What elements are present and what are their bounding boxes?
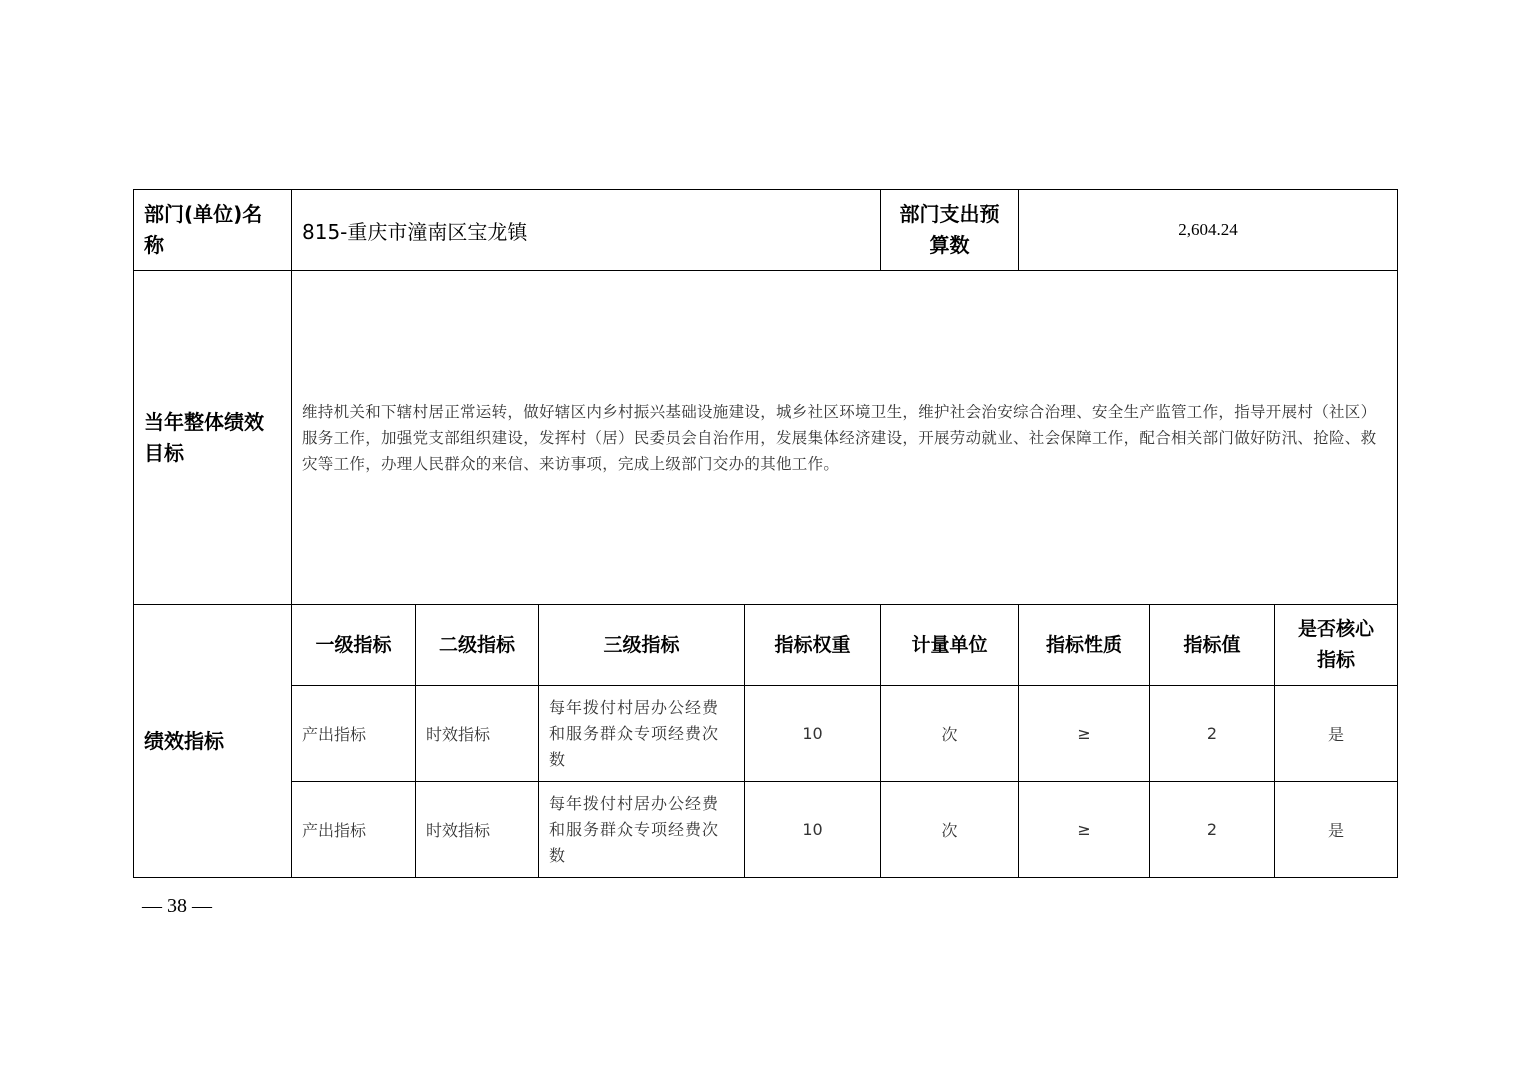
row1-unit: 次 (881, 686, 1019, 782)
col-level3: 三级指标 (539, 605, 745, 686)
goal-label: 当年整体绩效目标 (134, 271, 292, 605)
row2-level2: 时效指标 (416, 782, 539, 878)
col-value: 指标值 (1150, 605, 1275, 686)
row2-level3: 每年拨付村居办公经费和服务群众专项经费次数 (539, 782, 745, 878)
row1-core: 是 (1275, 686, 1398, 782)
dept-name: 815-重庆市潼南区宝龙镇 (292, 190, 881, 271)
col-level1: 一级指标 (292, 605, 416, 686)
row2-nature: ≥ (1019, 782, 1150, 878)
budget-label (881, 190, 1019, 271)
goal-text: 维持机关和下辖村居正常运转，做好辖区内乡村振兴基础设施建设，城乡社区环境卫生，维护社会治安综合治理、安全生产监管工作，指导开展村（社区）服务工作，加强党支部组织建设，发挥村（居）民委员会自治作用，发展集体经济建设，开展劳动就业、社会保障工作，配合相关部门做好防汛、抢险、救灾等工作，办理人民群众的来信、来访事项，完成上级部门交办的其他工作。 (292, 271, 1398, 605)
row1-level2: 时效指标 (416, 686, 539, 782)
budget-label-text: 部门支出预算数 (899, 202, 1000, 257)
col-unit: 计量单位 (881, 605, 1019, 686)
indicator-header-row (134, 605, 1398, 686)
goal-row (134, 271, 1398, 605)
table-row (134, 686, 1398, 782)
row1-weight: 10 (745, 686, 881, 782)
row2-value: 2 (1150, 782, 1275, 878)
budget-value: 2,604.24 (1019, 190, 1398, 271)
row2-level1: 产出指标 (292, 782, 416, 878)
row1-level3: 每年拨付村居办公经费和服务群众专项经费次数 (539, 686, 745, 782)
row1-value: 2 (1150, 686, 1275, 782)
dept-label: 部门(单位)名称 (134, 190, 292, 271)
col-core (1275, 605, 1398, 686)
row2-weight: 10 (745, 782, 881, 878)
col-core-text: 是否核心指标 (1298, 618, 1375, 671)
row2-unit: 次 (881, 782, 1019, 878)
col-level2: 二级指标 (416, 605, 539, 686)
col-nature: 指标性质 (1019, 605, 1150, 686)
row1-level1: 产出指标 (292, 686, 416, 782)
page-number: — 38 — (142, 895, 212, 917)
indicators-label: 绩效指标 (134, 605, 292, 878)
row1-nature: ≥ (1019, 686, 1150, 782)
table-row (134, 782, 1398, 878)
header-row (134, 190, 1398, 271)
performance-table (133, 189, 1398, 878)
col-weight: 指标权重 (745, 605, 881, 686)
row2-core: 是 (1275, 782, 1398, 878)
